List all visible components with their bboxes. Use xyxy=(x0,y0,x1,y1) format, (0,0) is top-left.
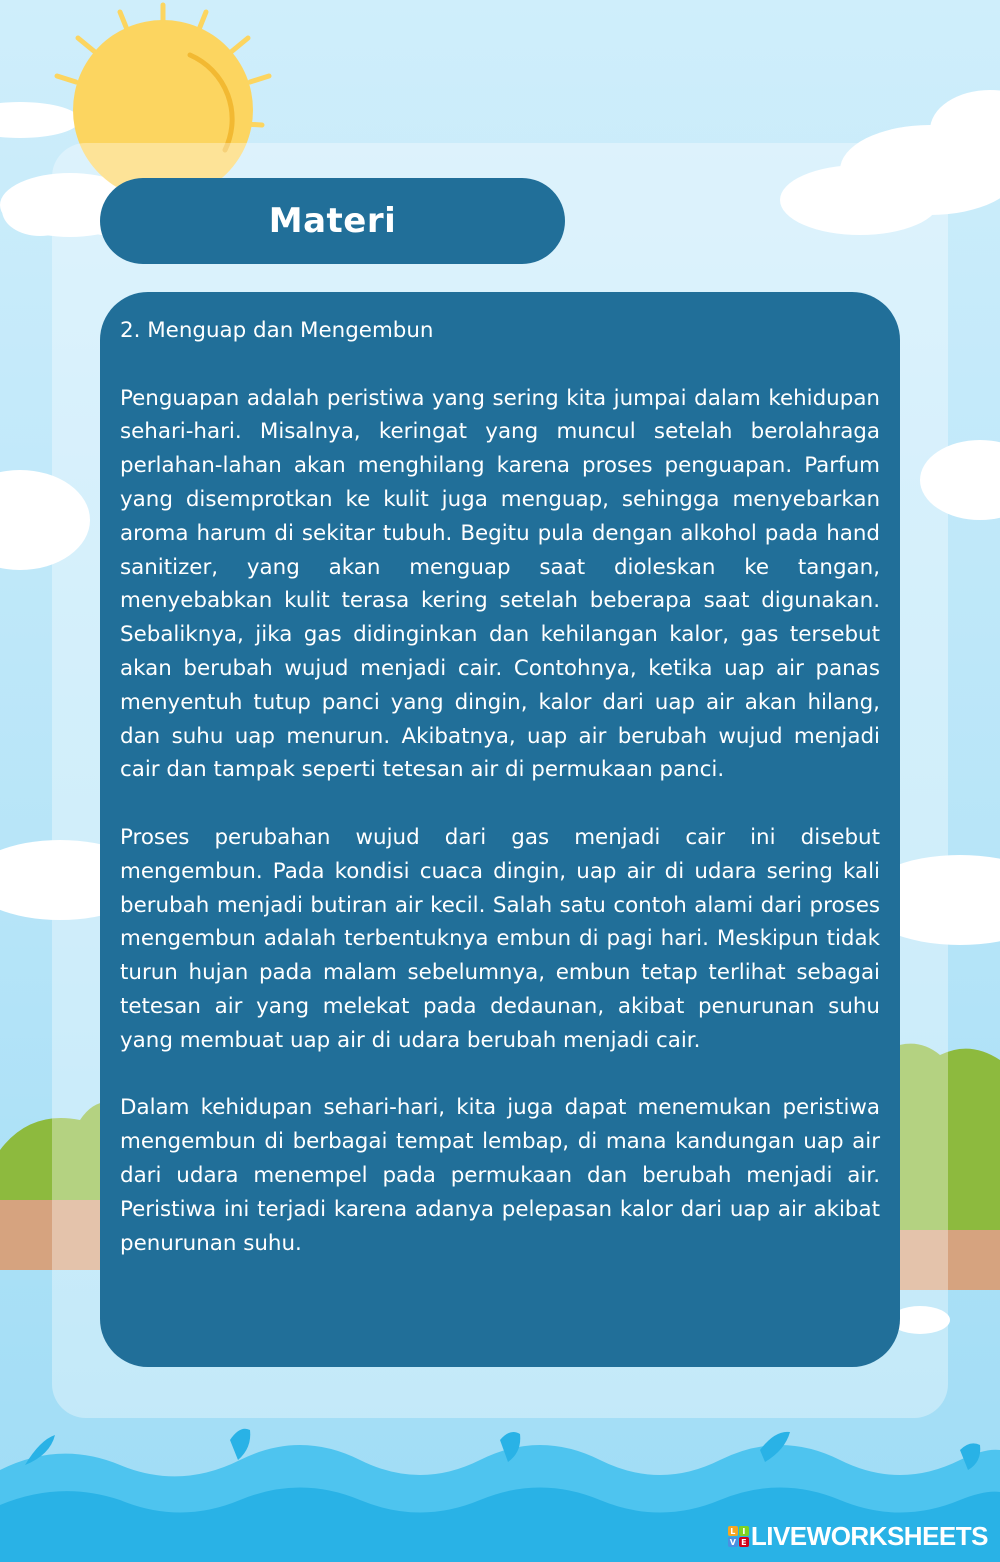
paragraph: Penguapan adalah peristiwa yang sering kita jumpai dalam kehidupan sehari-hari. Misalnya, keringat yang muncul setelah berolahraga perlahan-lahan akan menghilang karena proses penguapan. Parfum yang disemprotkan ke kulit juga menguap, sehingga menyebarkan aroma harum di sekitar tubuh. Begitu pula dengan alkohol pada hand sanitizer, yang akan menguap saat dioleskan ke tangan, menyebabkan kulit terasa kering setelah beberapa saat digunakan. Sebaliknya, jika gas didinginkan dan kehilangan kalor, gas tersebut akan berubah wujud menjadi cair. Contohnya, ketika uap air panas menyentuh tutup panci yang dingin, kalor dari uap air akan hilang, dan suhu uap menurun. Akibatnya, uap air berubah wujud menjadi cair dan tampak seperti tetesan air di permukaan panci. xyxy=(120,385,880,783)
brand-name: LIVEWORKSHEETS xyxy=(750,1521,988,1551)
liveworksheets-brand xyxy=(728,1521,988,1552)
page-title-text: Materi xyxy=(268,201,397,241)
content-panel xyxy=(100,292,900,1367)
liveworksheets-logo-icon: L I V E xyxy=(728,1526,749,1547)
paragraph: Dalam kehidupan sehari-hari, kita juga dapat menemukan peristiwa mengembun di berbagai tempat lembap, di mana kandungan uap air dari udara menempel pada permukaan dan berubah menjadi air. Peristiwa ini terjadi karena adanya pelepasan kalor dari uap air akibat penurunan suhu. xyxy=(120,1095,880,1256)
paragraph: Proses perubahan wujud dari gas menjadi cair ini disebut mengembun. Pada kondisi cuaca dingin, uap air di udara sering kali berubah menjadi butiran air kecil. Salah satu contoh alami dari proses mengembun adalah terbentuknya embun di pagi hari. Meskipun tidak turun hujan pada malam sebelumnya, embun tetap terlihat sebagai tetesan air yang melekat pada dedaunan, akibat penurunan suhu yang membuat uap air di udara berubah menjadi cair. xyxy=(120,824,880,1053)
page-title xyxy=(100,178,565,264)
section-heading: 2. Menguap dan Mengembun xyxy=(120,318,434,343)
